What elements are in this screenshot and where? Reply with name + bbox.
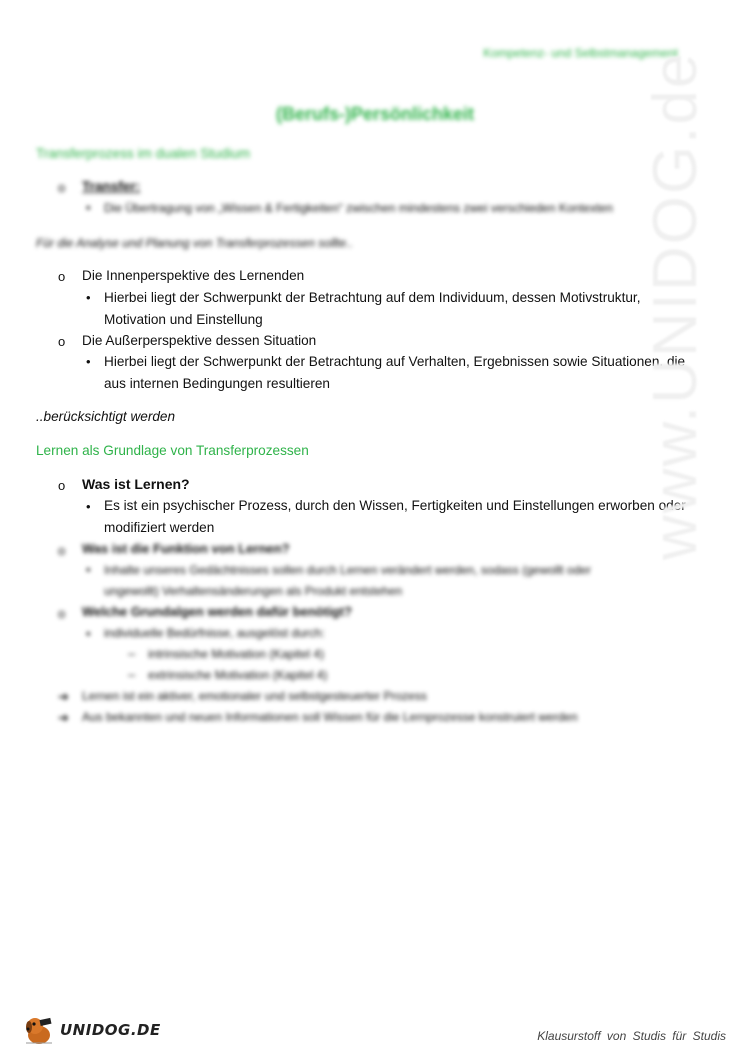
inner-perspective-desc-1: Hierbei liegt der Schwerpunkt der Betrachtung auf dem Individuum, dessen Motivstruktur,: [104, 290, 641, 305]
outer-perspective-desc-1: Hierbei liegt der Schwerpunkt der Betrachtung auf Verhalten, Ergebnissen sowie Situationen, die: [104, 354, 686, 369]
logo-text: UNIDOG.DE: [60, 1021, 161, 1039]
intrinsic-motivation: intrinsische Motivation (Kapitel 4): [148, 647, 325, 661]
learning-definition-1: Es ist ein psychischer Prozess, durch den Wissen, Fertigkeiten und Einstellungen erworben oder: [104, 498, 686, 513]
arrow-icon: ➔: [58, 689, 69, 704]
sub-bullet: •: [86, 290, 91, 305]
conclusion-knowledge: Aus bekannten und neuen Informationen soll Wissen für die Lernprozesse konstruiert werden: [82, 710, 578, 724]
analysis-intro: Für die Analyse und Planung von Transferprozessen sollte..: [36, 236, 353, 250]
outer-perspective-desc-2: aus internen Bedingungen resultieren: [104, 376, 330, 391]
inner-perspective-label: Die Innenperspektive des Lernenden: [82, 268, 305, 283]
section-heading-transfer: Transferprozess im dualen Studium: [36, 146, 251, 161]
list-bullet: o: [58, 180, 66, 195]
list-bullet: o: [58, 606, 66, 621]
page-title: (Berufs-)Persönlichkeit: [275, 104, 475, 124]
dash-bullet: –: [128, 667, 136, 682]
footer-tagline: Klausurstoff von Studis für Studis: [537, 1029, 726, 1043]
unidog-logo: [22, 1012, 161, 1048]
inner-perspective-desc-2: Motivation und Einstellung: [104, 312, 263, 327]
conclusion-active-process: Lernen ist ein aktiver, emotionaler und selbstgesteuerter Prozess: [82, 689, 427, 703]
dog-icon: [22, 1013, 56, 1047]
learning-function-1: Inhalte unseres Gedächtnisses sollen durch Lernen verändert werden, sodass (gewollt oder: [104, 563, 591, 577]
sub-bullet: •: [86, 562, 91, 577]
header-subject: Kompetenz- und Selbstmanagement: [483, 46, 678, 60]
list-bullet: o: [58, 478, 66, 493]
foundations-needs: individuelle Bedürfnisse, ausgelöst durch:: [104, 626, 325, 640]
transfer-definition: Die Übertragung von „Wissen & Fertigkeiten“ zwischen mindestens zwei verschieden Kontexten: [104, 201, 613, 215]
list-bullet: o: [58, 543, 66, 558]
watermark: www.UNIDOG.de: [641, 51, 710, 560]
sub-bullet: •: [86, 499, 91, 514]
question-foundations: Welche Grundalgen werden dafür benötigt?: [82, 604, 352, 619]
sub-bullet: •: [86, 200, 91, 215]
list-bullet: o: [58, 269, 66, 284]
outer-perspective-label: Die Außerperspektive dessen Situation: [82, 333, 317, 348]
learning-function-2: ungewollt) Verhaltensänderungen als Produkt entstehen: [104, 584, 403, 598]
consider-text: ..berücksichtigt werden: [36, 409, 176, 424]
learning-definition-2: modifiziert werden: [104, 520, 215, 533]
transfer-label: Transfer:: [82, 179, 141, 194]
question-learning-function: Was ist die Funktion von Lernen?: [82, 541, 290, 556]
arrow-icon: ➔: [58, 710, 69, 725]
sub-bullet: •: [86, 354, 91, 369]
extrinsic-motivation: extrinsische Motivation (Kapitel 4): [148, 668, 328, 682]
list-bullet: o: [58, 334, 66, 349]
sub-bullet: •: [86, 626, 91, 641]
dash-bullet: –: [128, 646, 136, 661]
section-heading-learning: Lernen als Grundlage von Transferprozessen: [36, 443, 309, 458]
question-what-is-learning: Was ist Lernen?: [82, 476, 190, 492]
